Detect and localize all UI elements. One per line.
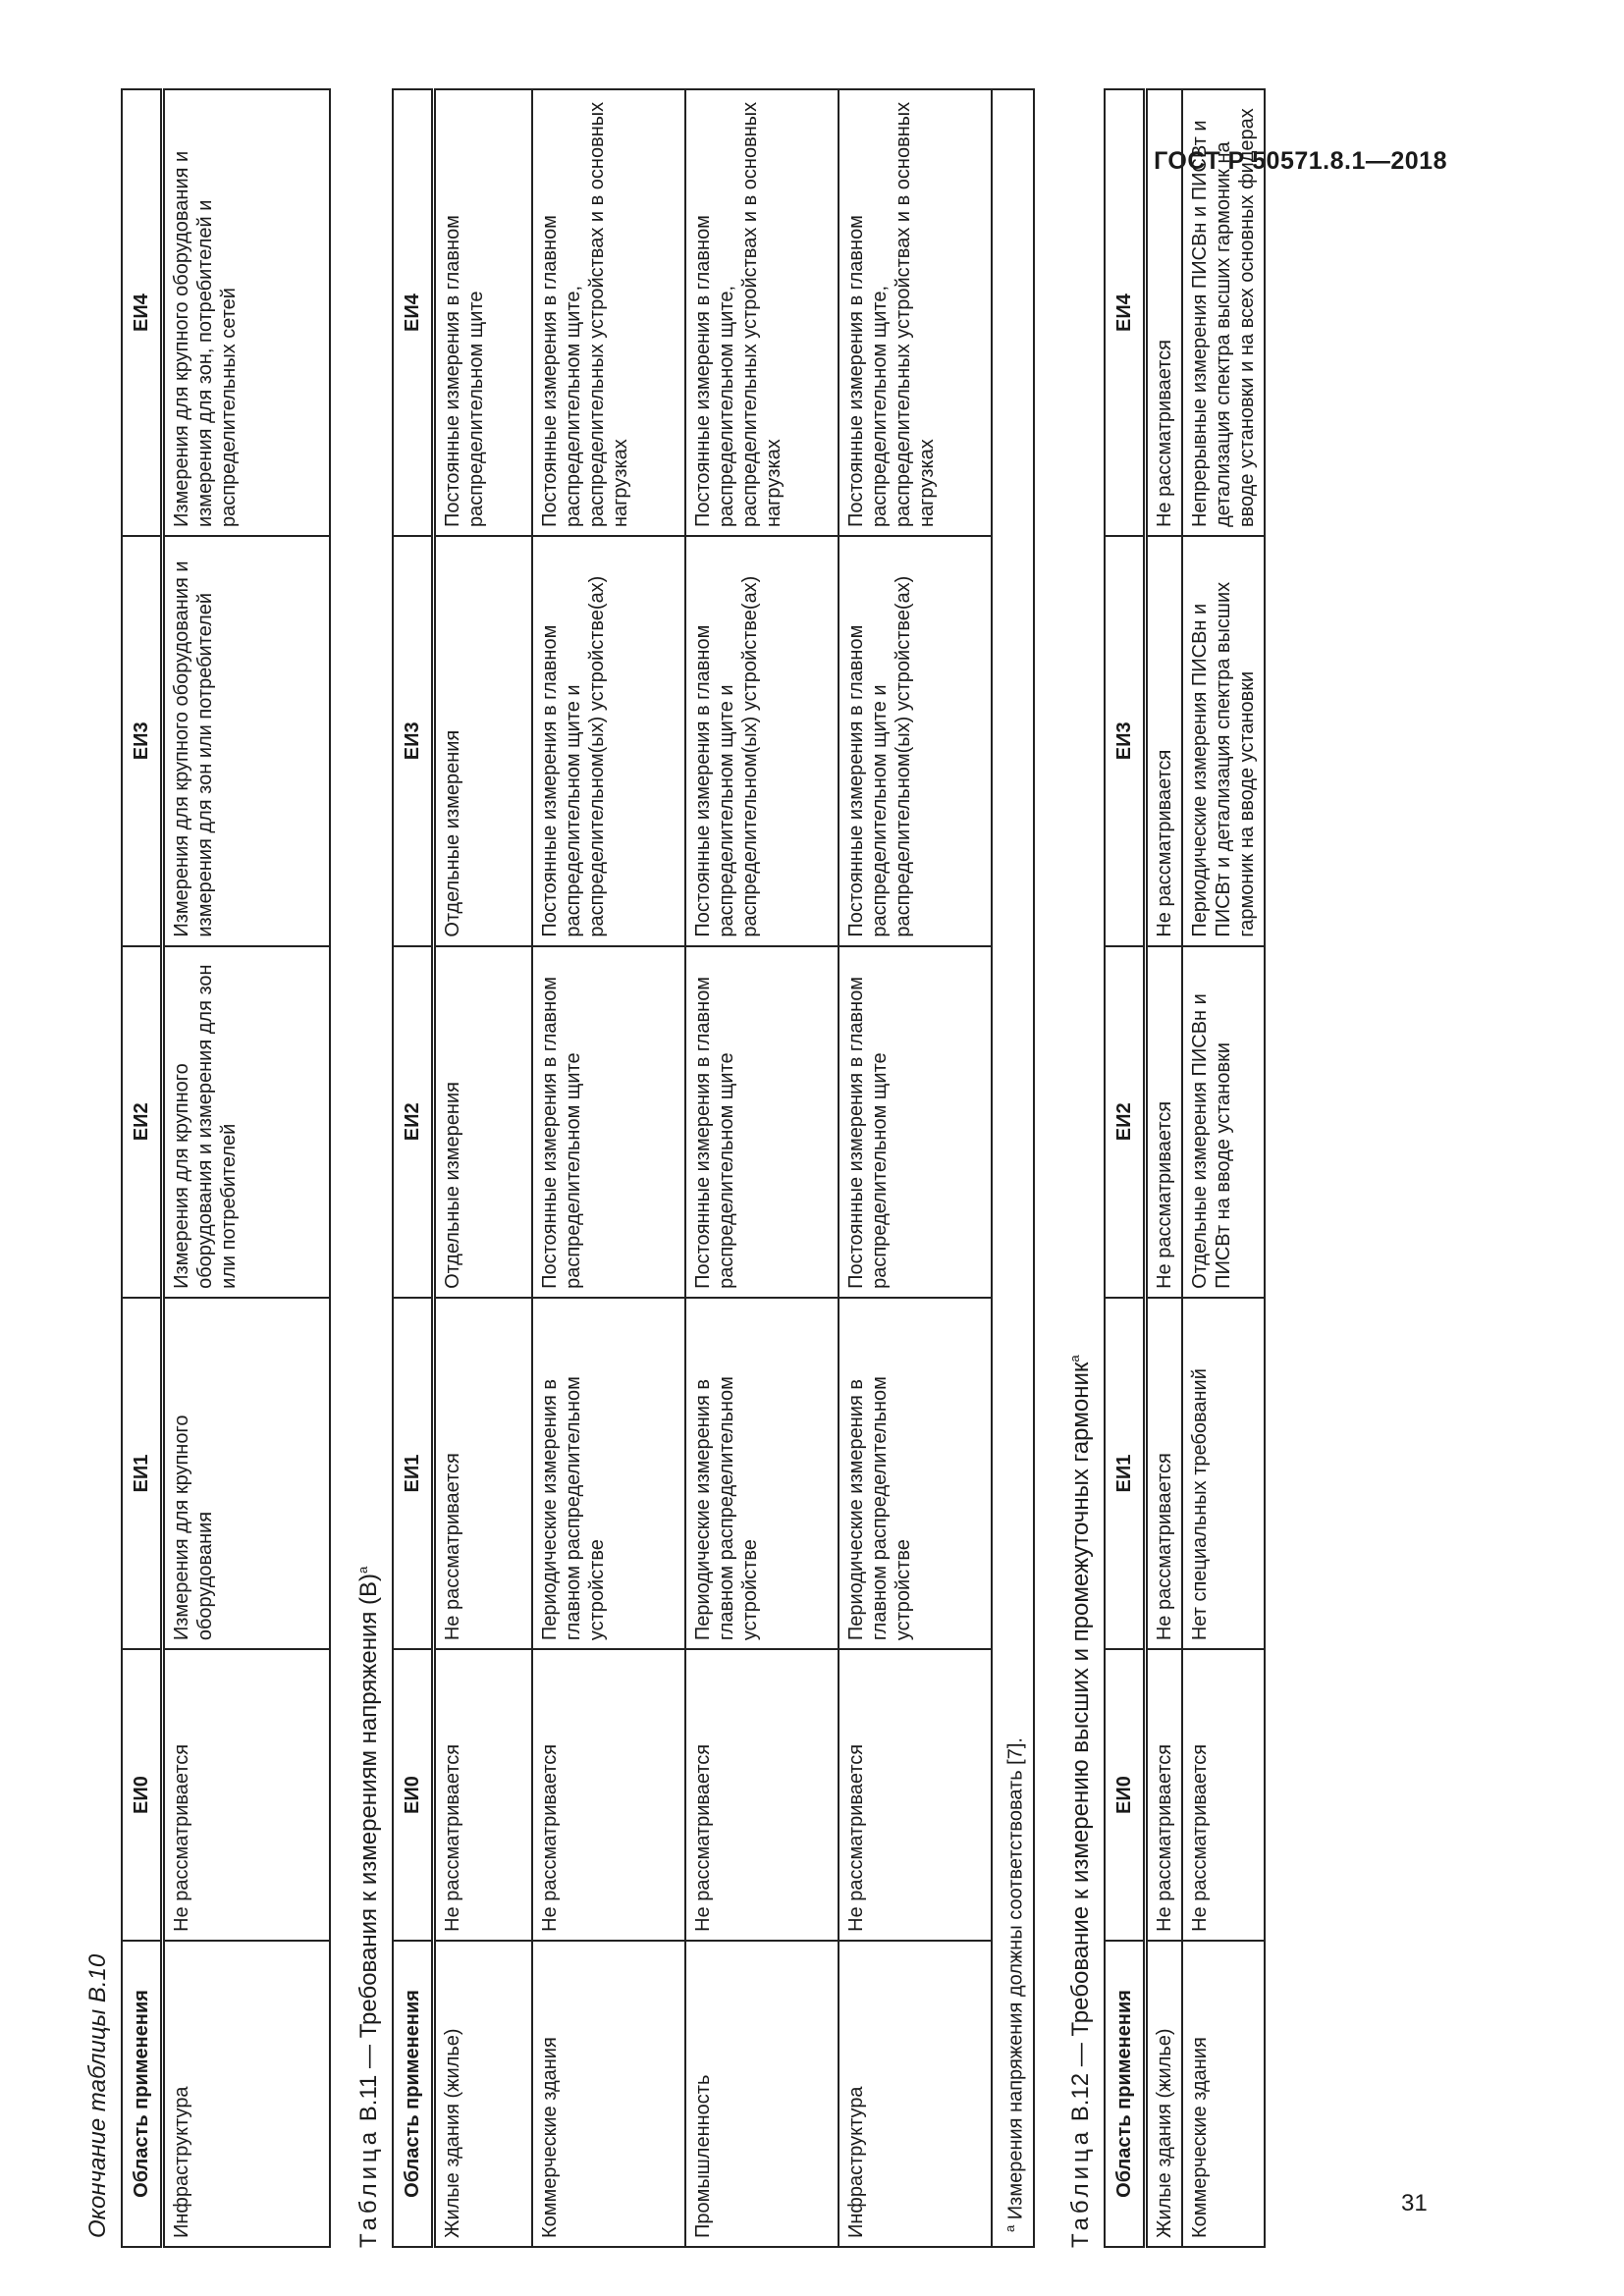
table-b10: [121, 88, 331, 2248]
table-cell: Отдельные измерения ПИСВн и ПИСВт на вводе установки: [1182, 946, 1265, 1298]
table-footnote: [992, 89, 1035, 2247]
table-cell: Не рассматривается: [1146, 946, 1183, 1298]
table-cell: Не рассматривается: [839, 1649, 992, 1941]
table-cell: Не рассматривается: [434, 1298, 532, 1649]
table-cell: Отдельные измерения: [434, 946, 532, 1298]
rotated-content: [83, 88, 1291, 2248]
table-cell: Промышленность: [685, 1941, 839, 2247]
table-cell: Инфраструктура: [839, 1941, 992, 2247]
caption-text: В.12 — Требование к измерению высших и промежуточных гармоник: [1067, 1362, 1094, 2122]
table-row: [163, 89, 330, 2247]
col-header-ei1: ЕИ1: [1105, 1298, 1146, 1649]
caption-prefix: Таблица: [1067, 2127, 1094, 2248]
table-cell: Постоянные измерения в главном распределительном щите: [839, 946, 992, 1298]
table-cell: Измерения для крупного оборудования и измерения для зон или потребителей: [163, 946, 330, 1298]
col-header-ei1: ЕИ1: [393, 1298, 434, 1649]
table-cell: Не рассматривается: [1146, 1649, 1183, 1941]
table-header-row: [1105, 89, 1146, 2247]
caption-footnote-mark: a: [1067, 1355, 1082, 1362]
col-header-ei3: ЕИ3: [393, 536, 434, 946]
table-cell: Постоянные измерения в главном распределительном щите и распределительном(ых) устройстве(ах): [532, 536, 685, 946]
col-header-ei0: ЕИ0: [393, 1649, 434, 1941]
col-header-area: Область применения: [1105, 1941, 1146, 2247]
table-header-row: [122, 89, 163, 2247]
table-cell: Не рассматривается: [532, 1649, 685, 1941]
table-cell: Измерения для крупного оборудования и измерения для зон или потребителей: [163, 536, 330, 946]
table-cell: Периодические измерения в главном распределительном устройстве: [532, 1298, 685, 1649]
col-header-ei4: ЕИ4: [393, 89, 434, 536]
col-header-ei2: ЕИ2: [122, 946, 163, 1298]
table-cell: Постоянные измерения в главном распределительном щите, распределительных устройствах и в основных нагрузках: [685, 89, 839, 536]
table-cell: Постоянные измерения в главном распределительном щите и распределительном(ых) устройстве(ах): [839, 536, 992, 946]
caption-footnote-mark: a: [355, 1566, 370, 1574]
table-cell: Измерения для крупного оборудования: [163, 1298, 330, 1649]
table-header-row: [393, 89, 434, 2247]
table-cell: Жилые здания (жилье): [434, 1941, 532, 2247]
table-cell: Периодические измерения в главном распределительном устройстве: [839, 1298, 992, 1649]
table-b10-block: [83, 88, 331, 2248]
table-cell: Не рассматривается: [1146, 1298, 1183, 1649]
table-cell: Не рассматривается: [685, 1649, 839, 1941]
table-b11: [392, 88, 1035, 2248]
table-cell: Постоянные измерения в главном распределительном щите, распределительных устройствах и в основных нагрузках: [532, 89, 685, 536]
col-header-ei0: ЕИ0: [122, 1649, 163, 1941]
caption-text: В.11 — Требования к измерениям напряжения (В): [355, 1573, 382, 2122]
table-cell: Не рассматривается: [1182, 1649, 1265, 1941]
footnote-mark: a: [1001, 2224, 1017, 2232]
table-cell: Коммерческие здания: [1182, 1941, 1265, 2247]
table-row: [1146, 89, 1183, 2247]
table-cell: Постоянные измерения в главном распределительном щите: [685, 946, 839, 1298]
col-header-area: Область применения: [393, 1941, 434, 2247]
table-row: [434, 89, 532, 2247]
footnote-text: Измерения напряжения должны соответствовать [7].: [1004, 1737, 1027, 2220]
table-cell: Постоянные измерения в главном распределительном щите: [532, 946, 685, 1298]
standard-number: ГОСТ Р 50571.8.1—2018: [1154, 147, 1447, 175]
table-row: [1182, 89, 1265, 2247]
col-header-ei3: ЕИ3: [122, 536, 163, 946]
table-cell: Коммерческие здания: [532, 1941, 685, 2247]
table-b11-caption: [349, 88, 384, 2248]
table-cell: Не рассматривается: [434, 1649, 532, 1941]
table-cell: Постоянные измерения в главном распределительном щите, распределительных устройствах и в основных нагрузках: [839, 89, 992, 536]
caption-prefix: Таблица: [355, 2127, 382, 2248]
table-row: [839, 89, 992, 2247]
table-cell: Непрерывные измерения ПИСВн и ПИСВт и детализация спектра высших гармоник на вводе установки и на всех основных фидерах: [1182, 89, 1265, 536]
table-cell: Инфраструктура: [163, 1941, 330, 2247]
table-cell: Жилые здания (жилье): [1146, 1941, 1183, 2247]
table-cell: Отдельные измерения: [434, 536, 532, 946]
col-header-area: Область применения: [122, 1941, 163, 2247]
col-header-ei2: ЕИ2: [393, 946, 434, 1298]
table-cell: Периодические измерения ПИСВн и ПИСВт и детализация спектра высших гармоник на вводе установки: [1182, 536, 1265, 946]
col-header-ei4: ЕИ4: [122, 89, 163, 536]
table-cell: Периодические измерения в главном распределительном устройстве: [685, 1298, 839, 1649]
table-b12: [1104, 88, 1266, 2248]
table-b12-caption: [1060, 88, 1096, 2248]
table-cell: Не рассматривается: [1146, 89, 1183, 536]
page-number: 31: [1401, 2190, 1428, 2216]
table-b10-caption: Окончание таблицы В.10: [84, 1953, 111, 2238]
table-cell: Постоянные измерения в главном распределительном щите и распределительном(ых) устройстве(ах): [685, 536, 839, 946]
col-header-ei4: ЕИ4: [1105, 89, 1146, 536]
table-cell: Измерения для крупного оборудования и измерения для зон, потребителей и распределительных сетей: [163, 89, 330, 536]
table-footnote-row: [992, 89, 1035, 2247]
col-header-ei0: ЕИ0: [1105, 1649, 1146, 1941]
table-row: [532, 89, 685, 2247]
table-cell: Не рассматривается: [163, 1649, 330, 1941]
col-header-ei2: ЕИ2: [1105, 946, 1146, 1298]
table-cell: Нет специальных требований: [1182, 1298, 1265, 1649]
table-row: [685, 89, 839, 2247]
table-cell: Не рассматривается: [1146, 536, 1183, 946]
table-b12-block: [1060, 88, 1266, 2248]
table-cell: Постоянные измерения в главном распределительном щите: [434, 89, 532, 536]
table-b11-block: [349, 88, 1035, 2248]
col-header-ei3: ЕИ3: [1105, 536, 1146, 946]
col-header-ei1: ЕИ1: [122, 1298, 163, 1649]
